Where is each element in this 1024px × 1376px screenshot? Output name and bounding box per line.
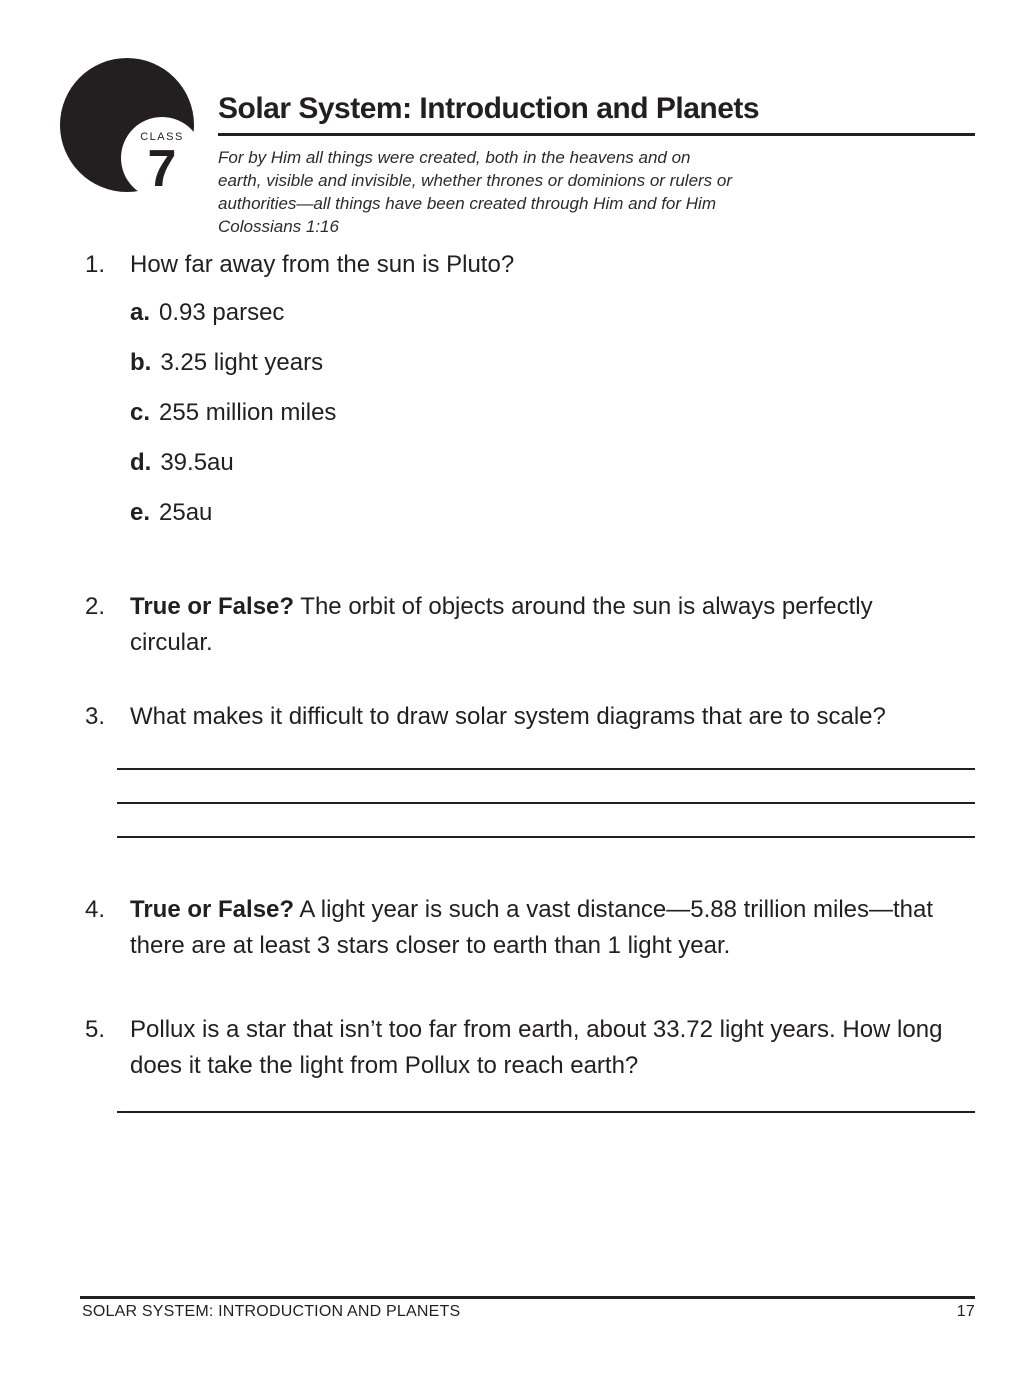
page-title: Solar System: Introduction and Planets — [218, 92, 760, 125]
question-2 — [85, 589, 875, 661]
question-5 — [85, 1012, 960, 1084]
option-a — [130, 295, 284, 331]
option-letter: e. — [130, 499, 151, 526]
verse-line: authorities—all things have been created through Him and for Him — [218, 194, 716, 213]
question-number: 4. — [85, 896, 106, 923]
question-text: Pollux is a star that isn’t too far from earth, about 33.72 light years. How long does it take the light from Pollux to reach earth? — [130, 1016, 943, 1079]
option-e — [130, 495, 212, 531]
question-3 — [85, 699, 886, 735]
class-badge — [58, 58, 200, 200]
verse — [218, 146, 975, 238]
question-number: 1. — [85, 251, 106, 278]
question-text: How far away from the sun is Pluto? — [130, 251, 515, 278]
question-number: 3. — [85, 703, 106, 730]
verse-reference: Colossians 1:16 — [218, 217, 339, 236]
page-number: 17 — [956, 1303, 975, 1320]
option-text: 255 million miles — [159, 399, 337, 426]
question-5-answer-line — [117, 1079, 975, 1113]
question-number: 5. — [85, 1016, 106, 1043]
option-text: 3.25 light years — [160, 349, 324, 376]
question-number: 2. — [85, 593, 106, 620]
answer-blank-line — [117, 770, 975, 804]
option-text: 0.93 parsec — [159, 299, 285, 326]
question-bold-lead: True or False? — [130, 896, 295, 923]
question-1 — [85, 247, 514, 283]
question-text: What makes it difficult to draw solar system diagrams that are to scale? — [130, 703, 886, 730]
footer-divider — [80, 1296, 975, 1299]
question-4 — [85, 892, 960, 964]
answer-blank-line — [117, 736, 975, 770]
option-letter: a. — [130, 299, 151, 326]
option-letter: c. — [130, 399, 151, 426]
question-bold-lead: True or False? — [130, 593, 295, 620]
option-c — [130, 395, 336, 431]
verse-line: earth, visible and invisible, whether thrones or dominions or rulers or — [218, 171, 733, 190]
question-3-answer-lines — [117, 736, 975, 838]
footer — [82, 1303, 975, 1321]
question-body: The orbit of objects around the sun is always perfectly circular. — [130, 593, 873, 656]
header — [218, 92, 975, 238]
question-body: A light year is such a vast distance—5.88 trillion miles—that there are at least 3 stars closer to earth than 1 light year. — [130, 896, 934, 959]
footer-title: SOLAR SYSTEM: INTRODUCTION AND PLANETS — [82, 1303, 461, 1320]
badge-class-number: 7 — [147, 140, 177, 198]
option-b — [130, 345, 323, 381]
option-letter: d. — [130, 449, 152, 476]
option-d — [130, 445, 234, 481]
verse-line: For by Him all things were created, both in the heavens and on — [218, 148, 691, 167]
option-letter: b. — [130, 349, 152, 376]
option-text: 25au — [159, 499, 213, 526]
title-divider — [218, 133, 975, 136]
question-text — [130, 892, 960, 964]
badge-class-label: CLASS — [140, 131, 184, 143]
option-text: 39.5au — [160, 449, 234, 476]
answer-blank-line — [117, 804, 975, 838]
question-text — [130, 589, 875, 661]
